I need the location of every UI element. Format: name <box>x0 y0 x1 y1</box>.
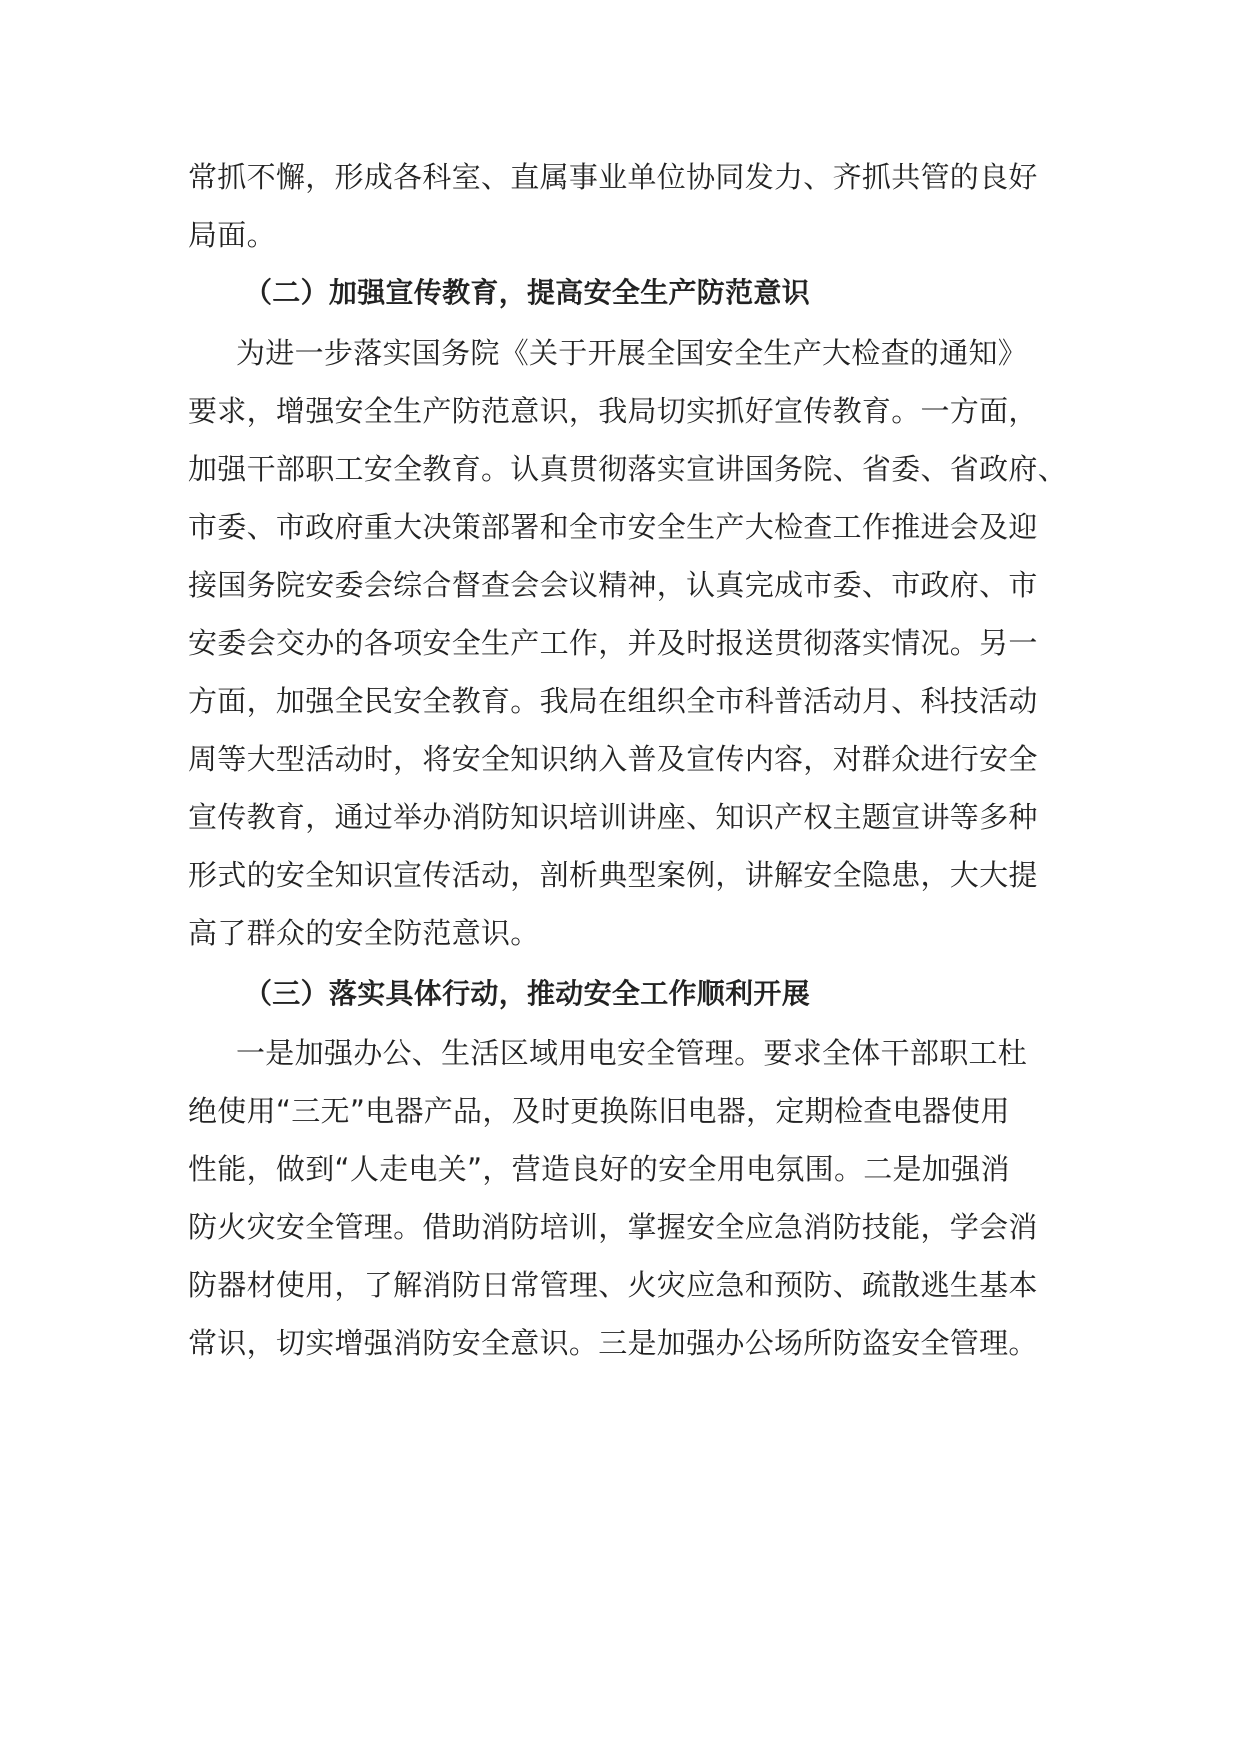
body-text-line: 为进一步落实国务院《关于开展全国安全生产大检查的通知》 <box>236 336 1028 370</box>
body-text-line: 一是加强办公、生活区域用电安全管理。要求全体干部职工杜 <box>236 1036 1028 1070</box>
body-text-line: 防火灾安全管理。借助消防培训，掌握安全应急消防技能，学会消 <box>188 1210 1038 1244</box>
body-text-line: 宣传教育，通过举办消防知识培训讲座、知识产权主题宣讲等多种 <box>188 800 1038 834</box>
body-text-line: 周等大型活动时，将安全知识纳入普及宣传内容，对群众进行安全 <box>188 742 1038 776</box>
body-text-line: 常识，切实增强消防安全意识。三是加强办公场所防盗安全管理。 <box>188 1326 1038 1360</box>
section-heading: （二）加强宣传教育，提高安全生产防范意识 <box>244 276 811 309</box>
body-text-line: 绝使用“三无”电器产品，及时更换陈旧电器，定期检查电器使用 <box>188 1094 1010 1128</box>
body-text-line: 局面。 <box>188 218 276 252</box>
body-text-line: 常抓不懈，形成各科室、直属事业单位协同发力、齐抓共管的良好 <box>188 160 1038 194</box>
body-text-line: 高了群众的安全防范意识。 <box>188 916 540 950</box>
body-text-line: 方面，加强全民安全教育。我局在组织全市科普活动月、科技活动 <box>188 684 1038 718</box>
body-text-line: 接国务院安委会综合督查会会议精神，认真完成市委、市政府、市 <box>188 568 1038 602</box>
body-text-line: 防器材使用，了解消防日常管理、火灾应急和预防、疏散逃生基本 <box>188 1268 1038 1302</box>
body-text-line: 市委、市政府重大决策部署和全市安全生产大检查工作推进会及迎 <box>188 510 1038 544</box>
section-heading: （三）落实具体行动，推动安全工作顺利开展 <box>244 977 811 1010</box>
body-text-line: 性能，做到“人走电关”，营造良好的安全用电氛围。二是加强消 <box>188 1152 1010 1186</box>
body-text-line: 安委会交办的各项安全生产工作，并及时报送贯彻落实情况。另一 <box>188 626 1038 660</box>
body-text-line: 要求，增强安全生产防范意识，我局切实抓好宣传教育。一方面， <box>188 394 1038 428</box>
body-text-line: 加强干部职工安全教育。认真贯彻落实宣讲国务院、省委、省政府、 <box>188 452 1068 486</box>
body-text-line: 形式的安全知识宣传活动，剖析典型案例，讲解安全隐患，大大提 <box>188 858 1038 892</box>
